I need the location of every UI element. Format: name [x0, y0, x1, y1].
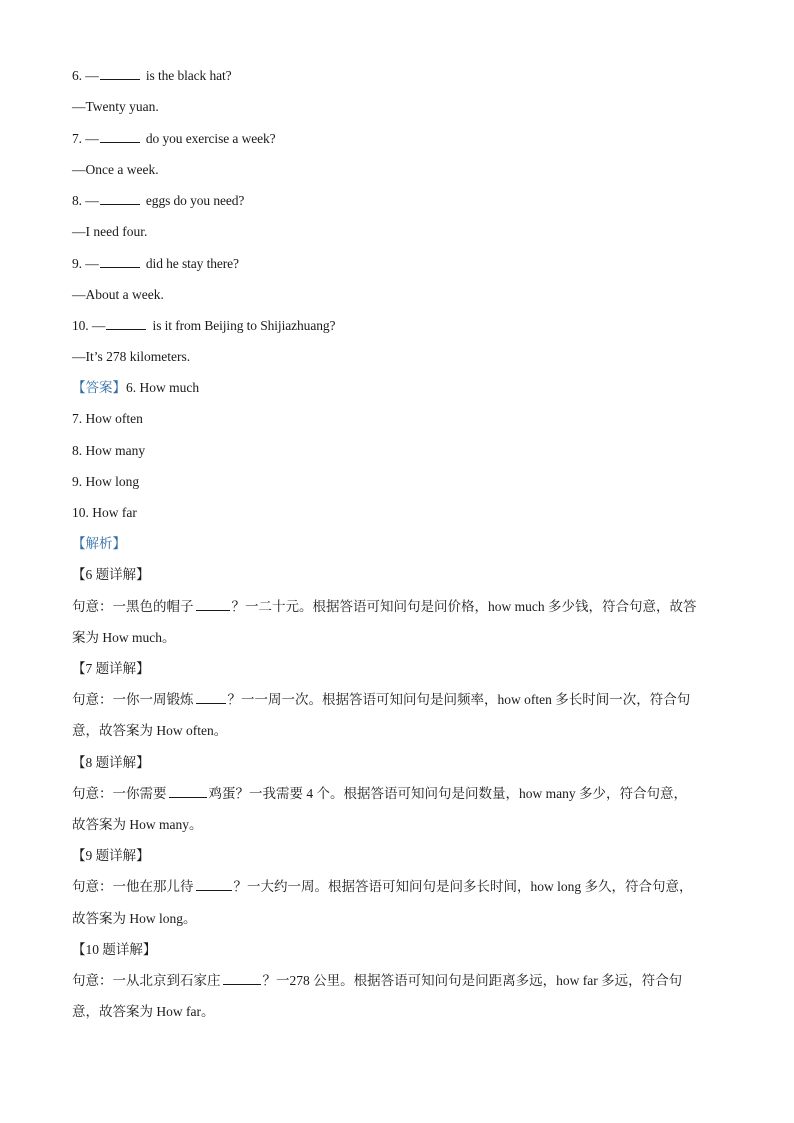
detail-text: 句意：一他在那儿待 [72, 879, 194, 894]
detail-8-line1 [72, 785, 687, 803]
answer-blank [100, 67, 140, 80]
detail-heading-8: 【8 题详解】 [72, 755, 150, 770]
question-number: 8. [72, 193, 82, 208]
question-6 [72, 67, 232, 85]
detail-text: ？一二十元。根据答语可知问句是问价格，how much 多少钱，符合句意，故答 [231, 599, 697, 614]
question-number: 9. [72, 256, 82, 271]
reply-6: —Twenty yuan. [72, 99, 159, 114]
reply-10: —It’s 278 kilometers. [72, 349, 191, 364]
detail-9-line2: 故答案为 How long。 [72, 911, 197, 926]
answer-blank [100, 192, 140, 205]
answer-blank [169, 785, 207, 798]
dash: — [85, 193, 99, 208]
detail-text: 鸡蛋？一我需要 4 个。根据答语可知问句是问数量，how many 多少，符合句意， [208, 786, 687, 801]
detail-text: ？一大约一周。根据答语可知问句是问多长时间，how long 多久，符合句意， [233, 879, 693, 894]
answer-blank [196, 878, 232, 891]
question-number: 7. [72, 131, 82, 146]
question-10 [72, 317, 335, 335]
detail-10-line1 [72, 972, 682, 990]
question-text: did he stay there? [145, 256, 239, 271]
dash: — [91, 318, 106, 333]
detail-heading-6: 【6 题详解】 [72, 567, 150, 582]
detail-7-line2: 意，故答案为 How often。 [72, 723, 228, 738]
answer-6: 6. How much [126, 380, 200, 395]
dash: — [85, 256, 99, 271]
detail-8-line2: 故答案为 How many。 [72, 817, 203, 832]
detail-text: 句意：一黑色的帽子 [72, 599, 194, 614]
answer-blank [196, 691, 226, 704]
detail-9-line1 [72, 878, 693, 896]
analysis-tag: 【解析】 [72, 536, 126, 551]
answer-8: 8. How many [72, 443, 146, 458]
dash: — [85, 131, 99, 146]
reply-9: —About a week. [72, 287, 164, 302]
question-8 [72, 192, 244, 210]
answer-blank [196, 598, 230, 611]
answer-tag: 【答案】 [72, 380, 126, 395]
reply-8: —I need four. [72, 224, 148, 239]
question-number: 6. [72, 68, 82, 83]
detail-text: ？一278 公里。根据答语可知问句是问距离多远，how far 多远，符合句 [262, 973, 683, 988]
dash: — [85, 68, 99, 83]
answer-7: 7. How often [72, 411, 143, 426]
detail-text: 句意：一从北京到石家庄 [72, 973, 221, 988]
answer-section [72, 379, 199, 397]
answer-blank [100, 130, 140, 143]
answer-9: 9. How long [72, 474, 140, 489]
reply-7: —Once a week. [72, 162, 159, 177]
detail-text: 句意：一你一周锻炼 [72, 692, 194, 707]
question-text: eggs do you need? [145, 193, 245, 208]
detail-7-line1 [72, 691, 690, 709]
detail-heading-7: 【7 题详解】 [72, 661, 150, 676]
answer-blank [106, 317, 146, 330]
detail-heading-10: 【10 题详解】 [72, 942, 157, 957]
question-text: is it from Beijing to Shijiazhuang? [152, 318, 336, 333]
detail-heading-9: 【9 题详解】 [72, 848, 150, 863]
question-number: 10. [72, 318, 89, 333]
detail-text: 句意：一你需要 [72, 786, 167, 801]
detail-text: ？一一周一次。根据答语可知问句是问频率，how often 多长时间一次，符合句 [227, 692, 691, 707]
detail-6-line2: 案为 How much。 [72, 630, 176, 645]
question-text: is the black hat? [145, 68, 232, 83]
question-7 [72, 130, 276, 148]
detail-10-line2: 意，故答案为 How far。 [72, 1004, 215, 1019]
question-9 [72, 255, 239, 273]
answer-blank [223, 972, 261, 985]
question-text: do you exercise a week? [145, 131, 276, 146]
detail-6-line1 [72, 598, 697, 616]
answer-blank [100, 255, 140, 268]
answer-10: 10. How far [72, 505, 137, 520]
